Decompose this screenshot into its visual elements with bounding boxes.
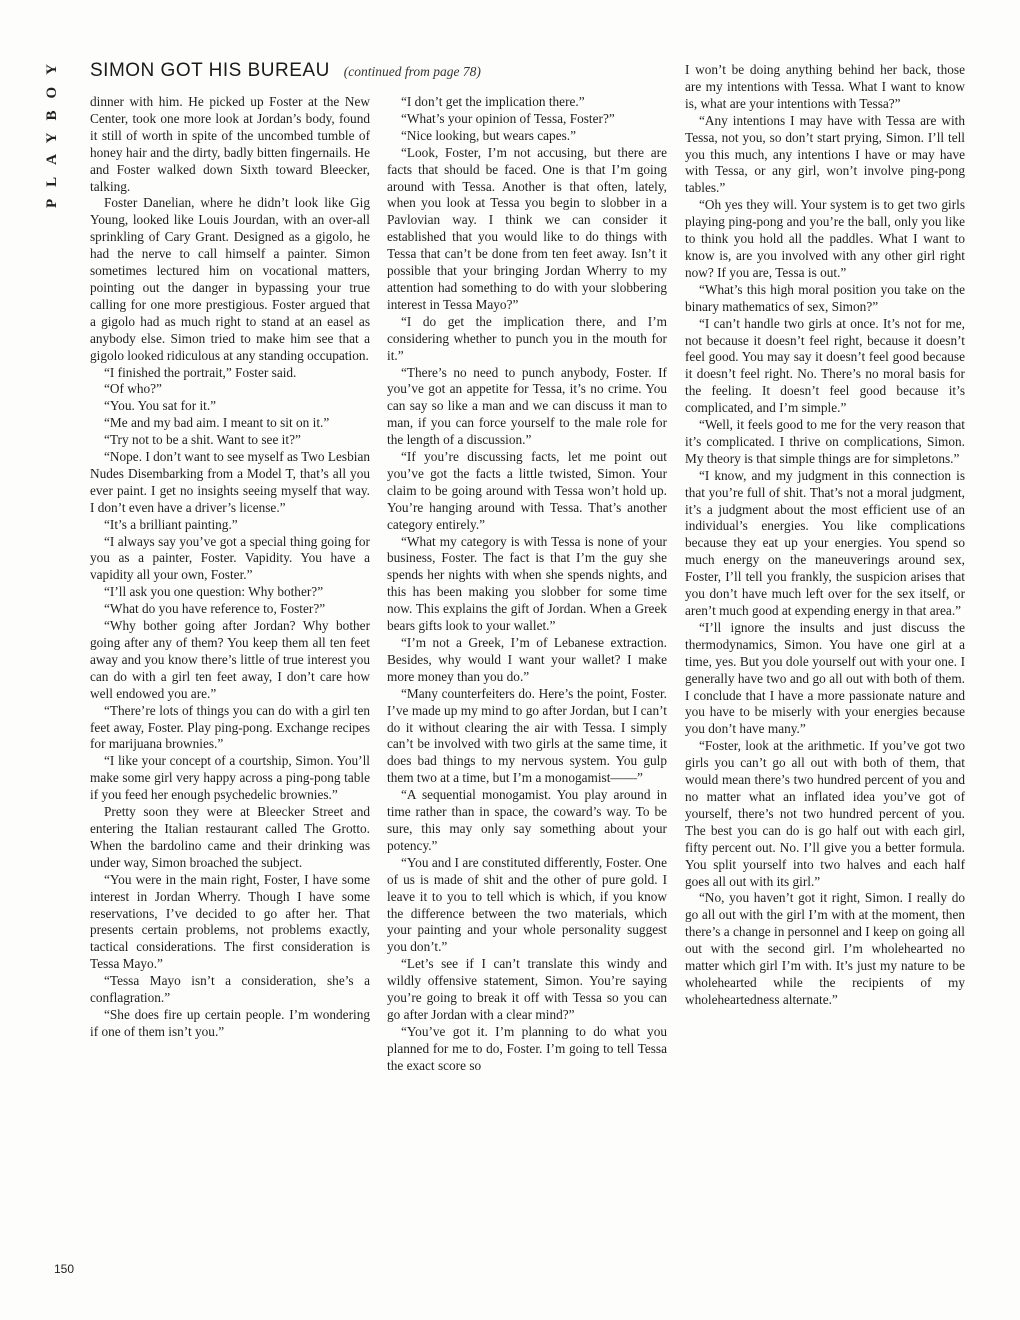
paragraph: “I do get the implication there, and I’m considering whether to punch you in the mouth for it.” xyxy=(387,313,667,363)
paragraph: “Tessa Mayo isn’t a consideration, she’s a conflagration.” xyxy=(90,973,370,1006)
text-column-2 xyxy=(387,94,667,1075)
paragraph: “Oh yes they will. Your system is to get two girls playing ping-pong and you’re the ball, only you like to think you hold all the paddles. What I want to know is, are you involved with any other girl right now? If you are, Tessa is out.” xyxy=(685,197,965,280)
paragraph: Foster Danelian, where he didn’t look like Gig Young, looked like Louis Jourdan, with an over-all sprinkling of Cary Grant. Designed as a gigolo, he had the nerve to call himself a painter. Simon sometimes lectured him on vocational matters, pointing out the danger in bypassing your true calling for one more prestigious. Foster argued that a gigolo had as much right to stand at an easel as anybody else. Simon tried to make him see that a gigolo looked ridiculous at any standing occupation. xyxy=(90,195,370,363)
paragraph: “What’s this high moral position you take on the binary mathematics of sex, Simon?” xyxy=(685,281,965,314)
paragraph: “No, you haven’t got it right, Simon. I really do go all out with the girl I’m with at the moment, then there’s a change in personnel and I keep on going all out with the second girl. I’m wholehearted no matter which girl I’m with. It’s just my nature to be wholehearted while the recipients of my wholeheartedness alternate.” xyxy=(685,890,965,1007)
paragraph: “Nice looking, but wears capes.” xyxy=(401,127,577,143)
page-number: 150 xyxy=(54,1262,75,1276)
article-title: SIMON GOT HIS BUREAU xyxy=(90,60,330,81)
paragraph: “I’ll ask you one question: Why bother?” xyxy=(104,584,324,600)
paragraph: “You were in the main right, Foster, I have some interest in Jordan Wherry. Though I have some reservations, I’ve decided to go after her. That presents certain problems, not problems exactly, tactical considerations. The first consideration is Tessa Mayo.” xyxy=(90,871,370,972)
paragraph: “I finished the portrait,” Foster said. xyxy=(104,364,297,380)
paragraph: “If you’re discussing facts, let me point out you’ve got the facts a little twisted, Simon. Your claim to be going around with Tessa won’t hold up. You’re hanging around with Tessa. That’s another category entirely.” xyxy=(387,449,667,532)
paragraph: “Me and my bad aim. I meant to sit on it.” xyxy=(104,415,330,431)
paragraph: “Nope. I don’t want to see myself as Two Lesbian Nudes Disembarking from a Model T, that’s all you ever paint. I get no insights seeing myself that way. I don’t even have a driver’s license.” xyxy=(90,449,370,515)
text-column-3 xyxy=(685,62,965,1009)
paragraph: “I always say you’ve got a special thing going for you as a painter, Foster. Vapidity. You have a vapidity all your own, Foster.” xyxy=(90,533,370,583)
paragraph: “Of who?” xyxy=(104,381,162,397)
paragraph: “I’m not a Greek, I’m of Lebanese extraction. Besides, why would I want your wallet? I make more money than you do.” xyxy=(387,635,667,684)
paragraph: “I like your concept of a courtship, Simon. You’ll make some girl very happy across a ping-pong table if you feed her enough psychedelic brownies.” xyxy=(90,753,370,803)
magazine-logo: PLAYBOY xyxy=(44,52,60,208)
paragraph: “Many counterfeiters do. Here’s the point, Foster. I’ve made up my mind to go after Jordan, but I can’t do it without clearing the air with Tessa. I simply can’t be involved with two girls at the same time, it does bad things to my nervous system. You gulp them two at a time, but I’m a monogamist——” xyxy=(387,685,667,786)
paragraph: “Let’s see if I can’t translate this windy and wildly offensive statement, Simon. You’re saying you’re going to break it off with Tessa so you can go after Jordan with a clear mind?” xyxy=(387,956,667,1022)
paragraph: “You and I are constituted differently, Foster. One of us is made of shit and the other of pure gold. I leave it to you to tell which is which, if you know the difference between the two materials, which your painting and your whole personality suggest you don’t.” xyxy=(387,854,667,955)
paragraph: “There’s no need to punch anybody, Foster. If you’ve got an appetite for Tessa, it’s no crime. You can say so like a man and we can discuss it man to man, if you can force yourself to the male role for the length of a discussion.” xyxy=(387,364,667,448)
paragraph: I won’t be doing anything behind her back, those are my intentions with Tessa. What I want to know is, what are your intentions with Tessa?” xyxy=(685,62,965,111)
paragraph: “I don’t get the implication there.” xyxy=(401,94,585,109)
paragraph: “Look, Foster, I’m not accusing, but there are facts that should be faced. One is that I’m going around with Tessa. Another is that often, lately, when you look at Tessa you begin to slobber in a Pavlovian way. I think we can consider it established that you would like to do things with Tessa that can’t be done from ten feet away. Isn’t it possible that your bringing Jordan Wherry to my attention had something to do with your slobbering interest in Tessa Mayo?” xyxy=(387,144,667,312)
paragraph: “You’ve got it. I’m planning to do what you planned for me to do, Foster. I’m going to tell Tessa the exact score so xyxy=(387,1023,667,1073)
paragraph: “Well, it feels good to me for the very reason that it’s complicated. I thrive on complications, Simon. My theory is that simple things are for simpletons.” xyxy=(685,417,965,466)
paragraph: “What do you have reference to, Foster?” xyxy=(104,601,326,617)
paragraph: “Try not to be a shit. Want to see it?” xyxy=(104,432,301,448)
paragraph: “Any intentions I may have with Tessa are with Tessa, not you, so don’t start prying, Simon. I’ll tell you this much, any intentions I have or may have with Tessa, or any girl, won’t involve ping-pong tables.” xyxy=(685,112,965,196)
paragraph: “I can’t handle two girls at once. It’s not for me, not because it doesn’t feel right, because it doesn’t feel good. You may say it doesn’t feel good because it doesn’t feel right. No. There’s no moral basis for the feeling. It doesn’t feel good because it’s complicated, and I’m simple.” xyxy=(685,315,965,416)
paragraph: Pretty soon they were at Bleecker Street and entering the Italian restaurant called The Grotto. When the bardolino came and their drinking was under way, Simon broached the subject. xyxy=(90,804,370,870)
paragraph: “Foster, look at the arithmetic. If you’ve got two girls you can’t go all out with both of them, that would mean there’s two hundred percent of you and no matter what an inflated idea you’ve got of yourself, there’s not two hundred percent of you. The best you can do is go half out with each girl, fifty percent out. No. I’ll give you a better formula. You split yourself into two halves and each half goes all out with its girl.” xyxy=(685,738,965,889)
paragraph: “I’ll ignore the insults and just discuss the thermodynamics, Simon. You have one girl at a time, yes. But you dole yourself out with your one. I generally have two and go all out with both of them. I conclude that I have a more passionate nature and you have to be miserly with your energies because you don’t have many.” xyxy=(685,619,965,737)
paragraph: “She does fire up certain people. I’m wondering if one of them isn’t you.” xyxy=(90,1006,370,1039)
paragraph: “What’s your opinion of Tessa, Foster?” xyxy=(401,110,615,126)
paragraph: “Why bother going after Jordan? Why bother going after any of them? You keep them all ten feet away and you know there’s little of true interest you can do with a girl ten feet away, I don’t care how well endowed you are.” xyxy=(90,618,370,701)
paragraph: “There’re lots of things you can do with a girl ten feet away, Foster. Play ping-pong. Exchange recipes for marijuana brownies.” xyxy=(90,702,370,752)
paragraph: “A sequential monogamist. You play around in time rather than in space, the coward’s way. To be sure, this may only say something about your potency.” xyxy=(387,787,667,853)
paragraph: dinner with him. He picked up Foster at the New Center, took one more look at Jordan’s body, found it still of worth in spite of the uncombed tumble of honey hair and the dirty, badly bitten fingernails. He and Foster walked down Sixth toward Bleecker, talking. xyxy=(90,94,370,194)
paragraph: “It’s a brilliant painting.” xyxy=(104,516,238,532)
continued-note: (continued from page 78) xyxy=(343,64,481,79)
paragraph: “What my category is with Tessa is none of your business, Foster. The fact is that I’m the guy she spends her nights with when she spends nights, and this has been making you slobber for some time now. This explains the gift of Jordan. When a Greek bears gifts look to your wallet.” xyxy=(387,533,667,634)
paragraph: “You. You sat for it.” xyxy=(104,398,217,414)
text-column-1 xyxy=(90,94,370,1041)
paragraph: “I know, and my judgment in this connection is that you’re full of shit. That’s not a moral judgment, it’s a judgment about the most efficient use of an individual’s energies. You like complications because they eat up your energies. You spend so much energy on the maneuverings around sex, Foster, I’ll tell you frankly, the suspicion arises that you don’t have much left over for the sex itself, or aren’t much good at expending energy in that area.” xyxy=(685,467,965,618)
article-header xyxy=(90,60,670,90)
